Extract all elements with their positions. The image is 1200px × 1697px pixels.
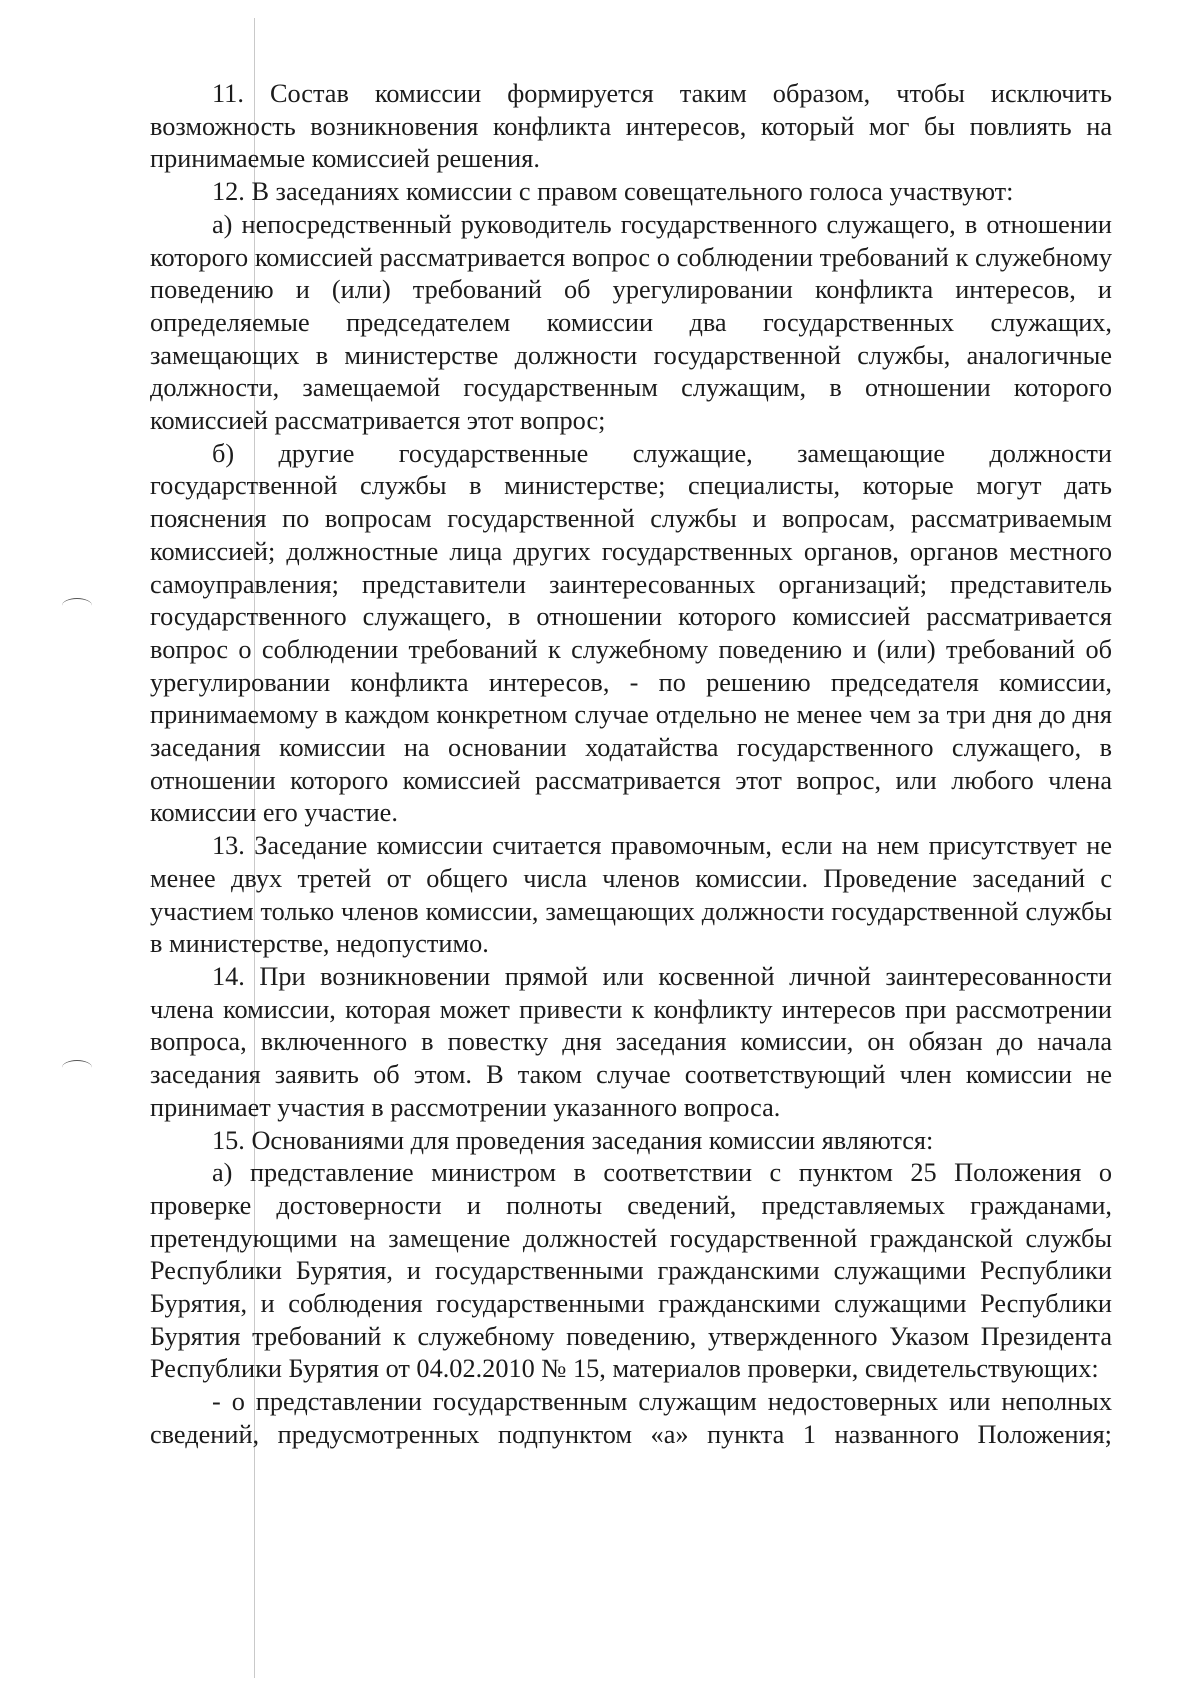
document-body (150, 78, 1112, 1452)
paragraph-11: 11. Состав комиссии формируется таким образом, чтобы исключить возможность возникновения конфликта интересов, который мог бы повлиять на принимаемые комиссией решения. (150, 79, 1112, 174)
paragraph-15: 15. Основаниями для проведения заседания комиссии являются: (212, 1125, 934, 1155)
paragraph-12b: б) другие государственные служащие, замещающие должности государственной службы в министерстве; специалисты, которые могут дать пояснения по вопросам государственной службы и вопросам, рассматриваемым комиссией; должностные лица других государственных органов, органов местного самоуправления; представители заинтересованных организаций; представитель государственного служащего, в отношении которого комиссией рассматривается вопрос о соблюдении требований к служебному поведению и (или) требований об урегулировании конфликта интересов, - по решению председателя комиссии, принимаемому в каждом конкретном случае отдельно не менее чем за три дня до дня заседания комиссии на основании ходатайства государственного служащего, в отношении которого комиссией рассматривается этот вопрос, или любого члена комиссии его участие. (150, 438, 1112, 828)
paragraph-15a: а) представление министром в соответствии с пунктом 25 Положения о проверке достоверности и полноты сведений, представляемых гражданами, претендующими на замещение должностей государственной гражданской службы Республики Бурятия, и государственными гражданскими служащими Республики Бурятия, и соблюдения государственными гражданскими служащими Республики Бурятия требований к служебному поведению, утвержденного Указом Президента Республики Бурятия от 04.02.2010 № 15, материалов проверки, свидетельствующих: (150, 1158, 1112, 1384)
paragraph-12a: а) непосредственный руководитель государственного служащего, в отношении которого комиссией рассматривается вопрос о соблюдении требований к служебному поведению и (или) требований об урегулировании конфликта интересов, и определяемые председателем комиссии два государственных служащих, замещающих в министерстве должности государственной службы, аналогичные должности, замещаемой государственным служащим, в отношении которого комиссией рассматривается этот вопрос; (150, 209, 1112, 436)
paragraph-14: 14. При возникновении прямой или косвенной личной заинтересованности члена комиссии, которая может привести к конфликту интересов при рассмотрении вопроса, включенного в повестку дня заседания комиссии, он обязан до начала заседания заявить об этом. В таком случае соответствующий член комиссии не принимает участия в рассмотрении указанного вопроса. (150, 961, 1112, 1122)
paragraph-13: 13. Заседание комиссии считается правомочным, если на нем присутствует не менее двух третей от общего числа членов комиссии. Проведение заседаний с участием только членов комиссии, замещающих должности государственной службы в министерстве, недопустимо. (150, 831, 1112, 959)
paragraph-12: 12. В заседаниях комиссии с правом совещательного голоса участвуют: (212, 177, 1014, 207)
punch-hole-mark (62, 598, 92, 613)
punch-hole-mark (62, 1060, 92, 1075)
paragraph-15a-item: - о представлении государственным служащим недостоверных или неполных сведений, предусмотренных подпунктом «а» пункта 1 названного Положения; (150, 1387, 1112, 1449)
